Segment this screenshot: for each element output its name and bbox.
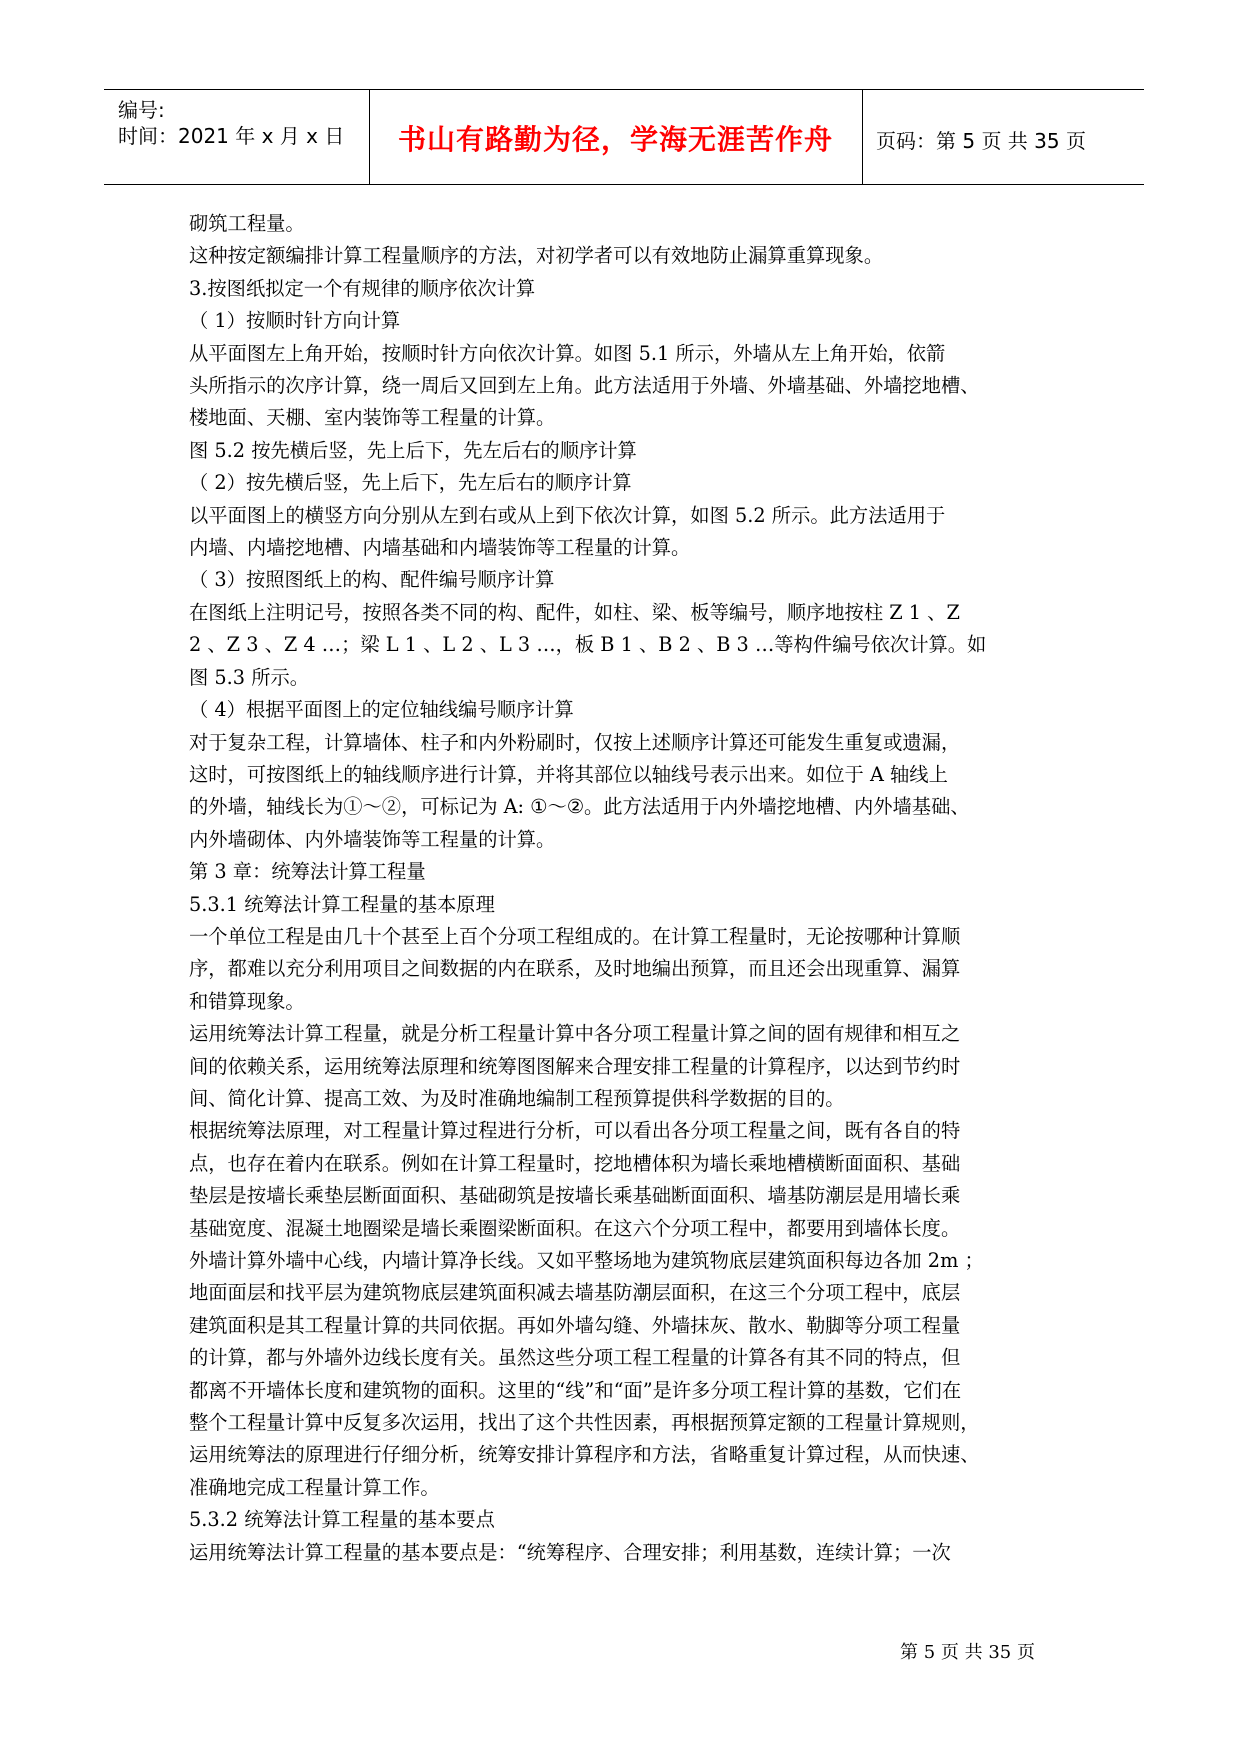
text-line: 准确地完成工程量计算工作。	[189, 1475, 440, 1499]
text-line: 和错算现象。	[189, 989, 305, 1013]
header-motto-cell	[369, 90, 863, 184]
text-line: 这种按定额编排计算工程量顺序的方法，对初学者可以有效地防止漏算重算现象。	[189, 244, 884, 268]
text-line: 楼地面、天棚、室内装饰等工程量的计算。	[189, 406, 556, 430]
text-line: 都离不开墙体长度和建筑物的面积。这里的“线”和“面”是许多分项工程计算的基数，它们在	[189, 1378, 962, 1402]
body-text	[189, 208, 1069, 1569]
text-line: 头所指示的次序计算，绕一周后又回到左上角。此方法适用于外墙、外墙基础、外墙挖地槽、	[189, 374, 980, 398]
page-footer: 第 5 页 共 35 页	[900, 1642, 1035, 1663]
text-line: 序，都难以充分利用项目之间数据的内在联系，及时地编出预算，而且还会出现重算、漏算	[189, 957, 961, 981]
text-line: 从平面图左上角开始，按顺时针方向依次计算。如图 5.1 所示，外墙从左上角开始，依箭	[189, 341, 946, 365]
text-line: （ 2）按先横后竖，先上后下，先左后右的顺序计算	[189, 471, 632, 495]
header-page-cell	[862, 90, 1144, 184]
text-line: 间、简化计算、提高工效、为及时准确地编制工程预算提供科学数据的目的。	[189, 1086, 845, 1110]
text-line: 基础宽度、混凝土地圈梁是墙长乘圈梁断面积。在这六个分项工程中，都要用到墙体长度。	[189, 1216, 961, 1240]
text-line: 间的依赖关系，运用统筹法原理和统筹图图解来合理安排工程量的计算程序，以达到节约时	[189, 1054, 961, 1078]
text-line: 内墙、内墙挖地槽、内墙基础和内墙装饰等工程量的计算。	[189, 536, 691, 560]
header-page-number: 页码：第 5 页 共 35 页	[876, 129, 1086, 153]
text-line: 在图纸上注明记号，按照各类不同的构、配件，如柱、梁、板等编号，顺序地按柱 Z 1 、Z	[189, 600, 960, 624]
text-line: 垫层是按墙长乘垫层断面面积、基础砌筑是按墙长乘基础断面面积、墙基防潮层是用墙长乘	[189, 1184, 961, 1208]
text-line: 以平面图上的横竖方向分别从左到右或从上到下依次计算，如图 5.2 所示。此方法适用于	[189, 503, 946, 527]
text-line: 砌筑工程量。	[189, 212, 305, 235]
document-time-label: 时间：2021 年 x 月 x 日	[118, 124, 345, 148]
text-line: 的计算，都与外墙外边线长度有关。虽然这些分项工程工程量的计算各有其不同的特点，但	[189, 1346, 961, 1370]
text-line: 图 5.3 所示。	[189, 665, 310, 689]
text-line: 内外墙砌体、内外墙装饰等工程量的计算。	[189, 827, 556, 851]
text-line: 对于复杂工程，计算墙体、柱子和内外粉刷时，仅按上述顺序计算还可能发生重复或遗漏，	[189, 730, 961, 754]
text-line: 的外墙，轴线长为①～②，可标记为 A: ①～②。此方法适用于内外墙挖地槽、内外墙基础、	[189, 795, 970, 819]
text-line: 3.按图纸拟定一个有规律的顺序依次计算	[189, 276, 536, 300]
text-line: 5.3.2 统筹法计算工程量的基本要点	[189, 1508, 495, 1532]
text-line: 这时，可按图纸上的轴线顺序进行计算，并将其部位以轴线号表示出来。如位于 A 轴线上	[189, 762, 948, 786]
document-code-label: 编号:	[118, 98, 165, 122]
text-line: （ 1）按顺时针方向计算	[189, 309, 401, 333]
text-line: 第 3 章：统筹法计算工程量	[189, 860, 426, 884]
text-line: 一个单位工程是由几十个甚至上百个分项工程组成的。在计算工程量时，无论按哪种计算顺	[189, 924, 961, 948]
text-line: （ 4）根据平面图上的定位轴线编号顺序计算	[189, 698, 574, 722]
page-header	[104, 89, 1144, 185]
text-line: 运用统筹法计算工程量，就是分析工程量计算中各分项工程量计算之间的固有规律和相互之	[189, 1022, 961, 1046]
header-info-cell	[104, 90, 370, 184]
text-line: 点，也存在着内在联系。例如在计算工程量时，挖地槽体积为墙长乘地槽横断面面积、基础	[189, 1151, 961, 1175]
text-line: （ 3）按照图纸上的构、配件编号顺序计算	[189, 568, 555, 592]
text-line: 5.3.1 统筹法计算工程量的基本原理	[189, 892, 495, 916]
text-line: 整个工程量计算中反复多次运用，找出了这个共性因素，再根据预算定额的工程量计算规则，	[189, 1411, 980, 1435]
text-line: 图 5.2 按先横后竖，先上后下，先左后右的顺序计算	[189, 438, 637, 462]
text-line: 运用统筹法的原理进行仔细分析，统筹安排计算程序和方法，省略重复计算过程，从而快速、	[189, 1443, 980, 1467]
text-line: 外墙计算外墙中心线，内墙计算净长线。又如平整场地为建筑物底层建筑面积每边各加 2m ；	[189, 1249, 984, 1272]
text-line: 2 、Z 3 、Z 4 …；梁 L 1 、L 2 、L 3 …，板 B 1 、B 2 、B 3 …等构件编号依次计算。如	[189, 633, 987, 657]
text-line: 建筑面积是其工程量计算的共同依据。再如外墙勾缝、外墙抹灰、散水、勒脚等分项工程量	[189, 1313, 961, 1337]
text-line: 地面面层和找平层为建筑物底层建筑面积减去墙基防潮层面积，在这三个分项工程中，底层	[189, 1281, 961, 1305]
header-motto: 书山有路勤为径，学海无涯苦作舟	[397, 123, 833, 156]
text-line: 运用统筹法计算工程量的基本要点是：“统筹程序、合理安排；利用基数，连续计算；一次	[189, 1540, 951, 1564]
text-line: 根据统筹法原理，对工程量计算过程进行分析，可以看出各分项工程量之间，既有各自的特	[189, 1119, 961, 1143]
